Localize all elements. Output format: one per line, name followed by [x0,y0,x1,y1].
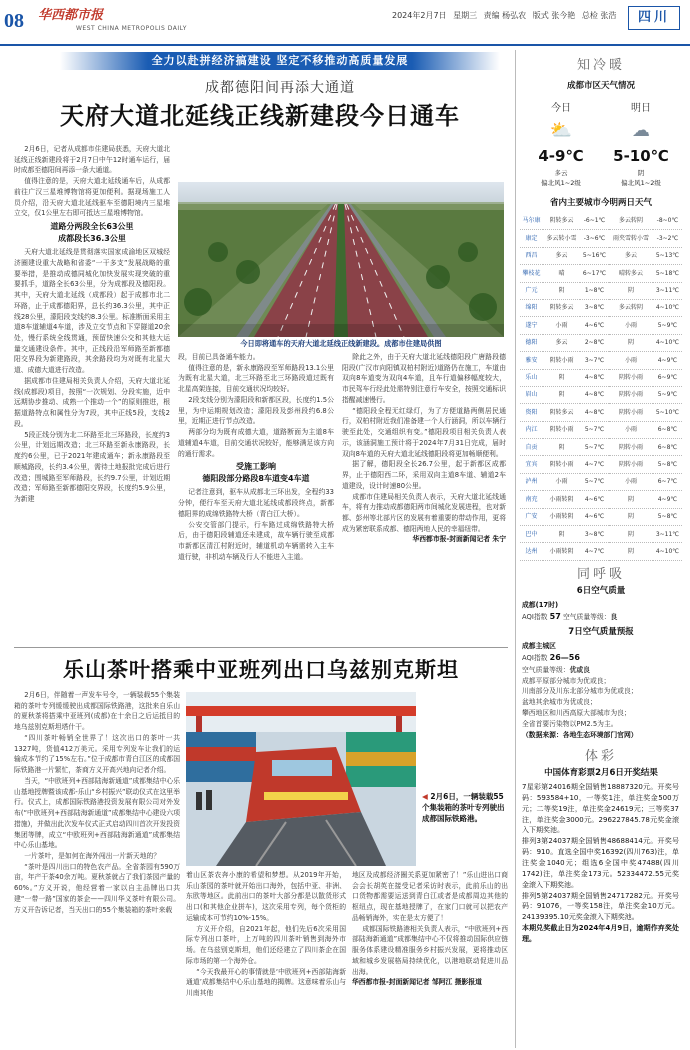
aqi-level-label: 空气质量等级： [522,665,570,674]
today-weather: 阴转小雨 [543,421,580,438]
issue-weekday: 星期三 [453,11,478,20]
city-name: 乐山 [520,369,543,386]
today-weather: 小雨转阴 [543,543,580,560]
article2-column-1 [14,690,180,1048]
tomorrow-weather: 多云转阴 [609,212,653,229]
today-weather: 阴转小雨 [543,456,580,473]
today-weather: 阴 [543,386,580,403]
aqi-range-label: AQI指数 [522,653,548,662]
today-weather: 阴转小雨 [543,352,580,369]
tomorrow-temp: 6~7℃ [653,473,682,490]
city-weather-table [520,212,682,560]
table-row [520,247,682,264]
today-weather: 阴转多云 [543,212,580,229]
city-name: 眉山 [520,386,543,403]
air-area: 成都主城区 [522,641,556,650]
paragraph: 除此之外，由于天府大道北延线德阳段广唐路段德阳段(广汉市向阳镇双柏村附近)道路仍在施工，车道由双向8车道变为双向4车道，且车行道偏移幅度较大，市民驾车行经此处需特别注意行车安全，按照交通标识指醒减速慢行。 [342,353,506,404]
tomorrow-weather: 小雨 [609,421,653,438]
air-note: 攀西地区和川西高原大部城市为良； [522,709,631,718]
city-name: 巴中 [520,526,543,543]
paragraph: 2段支线分别为濛阳段和新都区段，长度约1.5公里，为中运期规划改造；濛阳段及彭州段约6.8公里，近期正进行节点改造。 [178,395,334,426]
train-photo [186,692,416,866]
today-temp: 2~8℃ [580,334,609,351]
city-name: 广安 [520,508,543,525]
cloud-icon: ☁ [632,119,650,141]
subhead: 受施工影响 [236,462,276,472]
today-weather: 阴 [543,369,580,386]
article1-column-2 [178,352,334,644]
today-weather: 小雨 [543,473,580,490]
aqi-grade: 良 [610,612,618,621]
table-row [520,526,682,543]
paragraph: 2月6日，伴随着一声发车号令，一辆装载55个集装箱的茶叶专列缓缓驶出成都国际铁路港，这批来自乐山的夏秋茶将搭乘中亚班列(成都)在十余日之后运抵目的地乌兹别克斯坦塔什干。 [14,691,180,732]
paragraph: 值得注意的是，天府大道北延线通车后，从成都前往广汉三星堆博物馆将更加便利。据现场施工人员介绍，沿天府大道北延线驱车至德阳境内三星堆立交，仅1公里左右即可抵达三星堆博物馆。 [14,177,170,218]
proof-credit: 总检 张浩 [581,11,617,20]
tomorrow-desc: 阴 [637,168,645,177]
slogan-banner: 全力以赴拼经济搞建设 坚定不移推动高质量发展 [60,52,500,70]
tomorrow-temp: 4~10℃ [653,543,682,560]
air-note: 盆地其余城市为优或良； [522,698,597,707]
paragraph: 据了解，德阳段全长26.7公里，起于新都区成都界，止于德阳西二环，采用双向主道8车道、辅道2车道建设，设计时速80公里。 [342,460,506,490]
article1-photo-caption: 今日即将通车的天府大道北延线正线新建段。成都市住建局供图 [240,339,442,348]
today-desc: 多云 [554,168,568,177]
road-photo [178,182,504,337]
today-weather: 阴转多云 [543,404,580,421]
paragraph: 方义开介绍，自2021年起，他们先后6次采用国际专列出口茶叶，上万吨的四川茶叶销售到海外市场。在乌兹别克斯坦，他们还经建立了四川茶企在国际市场的第一个海外仓。 [186,924,346,965]
today-weather: 多云转小雪 [543,230,580,247]
table-row [520,317,682,334]
tomorrow-temp: -3~2℃ [653,230,682,247]
air-section-title: 同呼吸 [576,566,625,582]
today-temp: 6~17℃ [580,265,609,282]
byline: 华西都市报-封面新闻记者 朱宁 [412,535,506,544]
today-weather: 小雨转阴 [543,491,580,508]
article-divider [14,647,508,648]
city-name: 自贡 [520,439,543,456]
tomorrow-temp: 6~9℃ [653,369,682,386]
paragraph: 据成都市住建局相关负责人介绍，天府大道北延线(成都段)项目，按照“一次规划、分段实施，近中远期协步推动、成熟一个推动一个”的原则推进，根据道路特点和属性分为7段，其中正线5段，支线2段。 [14,376,170,428]
editor-credit: 责编 杨弘农 [483,11,527,20]
page-number: 08 [4,10,24,32]
tomorrow-temp: 4~10℃ [653,299,682,316]
air-source: （数据来源：各地生态环境部门官网） [522,730,638,739]
tomorrow-weather: 晴转多云 [609,265,653,282]
issue-date: 2024年2月7日 [392,11,447,20]
today-label: 今日 [551,103,571,115]
tomorrow-temp: 4~9℃ [653,491,682,508]
today-temp: 3~8℃ [580,299,609,316]
article1-headline: 天府大道北延线正线新建段今日通车 [60,102,460,130]
header-info [392,10,616,22]
tomorrow-weather: 多云 [609,247,653,264]
caption-text: 2月6日，一辆装载55个集装箱的茶叶专列驶出成都国际铁路港。 [422,792,505,823]
today-temp: 5~7℃ [580,473,609,490]
lottery-section-title: 体彩 [584,748,617,764]
section-label: 四川 [628,6,680,30]
today-temp: 4~6℃ [580,491,609,508]
aqi-value: 57 [549,611,561,621]
byline: 华西都市报-封面新闻记者 邹阿江 摄影报道 [352,978,482,987]
tomorrow-weather: 小雨 [609,473,653,490]
air-forecast [516,639,685,743]
today-temp: -3~6℃ [580,230,609,247]
lottery-pick5: 排列5第24037期全国销售24717282元。开奖号码：91076，一等奖158注，单注奖金10万元。24139395.10元奖金滚入下期奖池。 [522,891,679,922]
lottery-7star: 7星彩第24016期全国销售18887320元。开奖号码：593584+10，一等奖1注，单注奖金500万元；二等奖19注，单注奖金24619元；三等奖37注，单注奖金3000元。296227845.78元奖金滚入下期奖池。 [522,783,679,835]
article1-column-1 [14,144,170,644]
aqi-level: 优或良 [569,665,590,674]
paragraph: 段，目前已具备通车能力。 [178,353,260,361]
tomorrow-weather: 多云转阴 [609,299,653,316]
article1-kicker: 成都德阳间再添大通道 [205,80,355,96]
tomorrow-weather: 阴转小雨 [609,369,653,386]
paragraph: 天府大道北延线是贯彻落实国家成渝地区双城经济圈建设重大战略和省委“一干多支”发展战略的重要举措，是推动成德同城化加快发展实现突破的重要抓手，道路全长63公里，分为成都段及德阳段。其中，天府大道北延线（成都段）起于成都市北二环路，止于成都德阳界，总长约36.3公里，其中正线28公里，濛阳段支线约8.3公里。标准断面采用主道8车道辅道4车道，涉及立交节点和下穿隧道20余处，慢行系统全线贯通，预留快速公交和其他大运量交通建设条件。其中，正线段沿军师路至新都德阳交界段为新建路段，其余路段均为对既有北星大道、成德大道进行改造。 [14,248,170,375]
tomorrow-temp: 4~9℃ [653,352,682,369]
today-weather: 多云 [543,334,580,351]
city-name: 资阳 [520,404,543,421]
tomorrow-weather: 阴 [609,282,653,299]
city-name: 绵阳 [520,299,543,316]
tomorrow-temp: 3~11℃ [653,526,682,543]
tomorrow-forecast [602,101,680,188]
table-row [520,543,682,560]
paragraph: 成都国际铁路港相关负责人表示，“中欧班列+西部陆海新通道”成都集结中心不仅将推动国际供应链服务体系建设精准服务乡村振兴发展，更将推动区域和城乡发展格局持续优化，以港地联动促进川品出海。 [352,924,508,976]
city-name: 遂宁 [520,317,543,334]
city-table-title: 省内主要城市今明两日天气 [549,198,652,209]
paragraph: 当天，“中欧班列+西部陆海新通道”成都集结中心乐山基地授牌暨该成都-乐山“乡村振兴”联动仪式在这里举行。仪式上，成都国际铁路港投资发展有限公司对外发布(“中欧班列+西部陆海新通道”成都集结中心建设六项措施)，并做出此次发车仪式正式启动四川首次开发投资集团等牌，成立“中欧班列+西部陆海新通道”成都集结中心乐山基地。 [14,776,180,850]
air-today [516,598,685,626]
tomorrow-temp: 5~8℃ [653,456,682,473]
air-subtitle-today: 6日空气质量 [576,585,626,596]
today-temp: 4~7℃ [580,456,609,473]
weather-forecast [516,97,685,195]
table-row [520,334,682,351]
masthead-english: WEST CHINA METROPOLIS DAILY [76,25,187,32]
tomorrow-label: 明日 [631,103,651,115]
today-temp: 3~7℃ [580,352,609,369]
city-name: 宜宾 [520,456,543,473]
air-note: 川南部分及川东北部分城市为优或良； [522,687,638,696]
article2-headline: 乐山茶叶搭乘中亚班列出口乌兹别克斯坦 [63,658,459,682]
today-temp: 5~16℃ [580,247,609,264]
city-name: 马尔康 [520,212,543,229]
table-row [520,265,682,282]
masthead-logo: 华西都市报 [38,8,104,23]
tomorrow-weather: 阴转小雨 [609,439,653,456]
today-weather: 阴转多云 [543,299,580,316]
table-row [520,212,682,229]
tomorrow-weather: 阴 [609,334,653,351]
article1-column-3 [342,352,506,644]
tomorrow-weather: 阴转小雨 [609,386,653,403]
today-temp: 4~7℃ [580,543,609,560]
table-row [520,439,682,456]
tomorrow-temp: 5~9℃ [653,317,682,334]
table-row [520,369,682,386]
right-sidebar [515,50,685,1048]
tomorrow-temp: 4~10℃ [653,334,682,351]
paragraph: 记者注意到，驱车从成都北三环出发，全程约33分钟，便行车至天府大道北延线成都段终点，新都德阳界的成绵铁路特大桥（青白江大桥）。 [178,488,334,518]
today-temp: 4~8℃ [580,369,609,386]
tomorrow-temp: 6~8℃ [653,439,682,456]
today-temp: 4~6℃ [580,317,609,334]
table-row [520,299,682,316]
today-weather: 晴 [543,265,580,282]
paragraph: 两部分均为既有成德大道，道路断面为主道8车道辅道4车道，目前交通状况较好，能够满足该方向的通行需求。 [178,428,334,458]
city-name: 达州 [520,543,543,560]
today-temp: 5~7℃ [580,421,609,438]
tomorrow-temp: 5~8℃ [653,508,682,525]
tomorrow-temp: -8~0℃ [653,212,682,229]
table-row [520,386,682,403]
train-photo-image [186,692,416,866]
today-temp: 3~8℃ [580,526,609,543]
tomorrow-temp: 5~18℃ [653,265,682,282]
today-temp: 1~8℃ [580,282,609,299]
today-temp: 4-9℃ [538,146,584,165]
tomorrow-temp: 5-10℃ [613,146,669,165]
city-name: 西昌 [520,247,543,264]
tomorrow-temp: 6~8℃ [653,421,682,438]
tomorrow-weather: 小雨 [609,352,653,369]
table-row [520,491,682,508]
tomorrow-temp: 5~10℃ [653,404,682,421]
cloud-sun-icon: ⛅ [549,119,573,141]
city-name: 康定 [520,230,543,247]
table-row [520,404,682,421]
lottery-pick3: 排列3第24037期全国销售48688414元。开奖号码：910。直选全国中奖16392(四川763)注，单注奖金1040元；组选6全国中奖47488(四川1742)注，单注奖金173元。52334472.55元奖金滚入下期奖池。 [522,837,679,889]
city-name: 广元 [520,282,543,299]
lottery-subtitle: 中国体育彩票2月6日开奖结果 [544,767,658,778]
today-weather: 小雨转阴 [543,508,580,525]
paragraph: 2月6日，记者从成都市住建局获悉，天府大道北延线正线新建段将于2月7日中午12时通车运行，届时成都至德阳间再添一条大通道。 [14,145,170,175]
tomorrow-weather: 雨夹雪转小雪 [609,230,653,247]
today-temp: 4~8℃ [580,404,609,421]
paragraph: 公安交管部门提示，行车路过成绵铁路特大桥后，由于德阳段辅道还未建成，故车辆行驶至成都市新都区清江村附近时，辅道机动车辆需转入主车道行驶，非机动车辆及行人不能进入主道。 [178,520,334,561]
paragraph: 着山区茶农奔小康的希望和梦想。从2019年开始，乐山茶园的茶叶就开始出口海外，包括中亚、非洲、东欧等地区。此前出口的茶叶大部分都是以散货形式出口(和其他企业拼车)，这次采用专列，每个货柜的运输成本可节约10%-15%。 [186,871,346,922]
paragraph: “德阳段全程无红绿灯，为了方便道路两侧居民通行，双柏村附近我们准备建一个人行涵洞，所以车辆行驶至此处，交通组织有变。”德阳段项目相关负责人表示，该涵洞施工预计将于2024年7月31日完成，届时双向8车道的天府大道北延线德阳段将更加畅顺便利。 [342,406,506,458]
today-temp: 5~7℃ [580,439,609,456]
subhead: 成都段长36.3公里 [58,234,126,244]
paragraph: 成都市住建局相关负责人表示，天府大道北延线通车，将有力推动成都德阳两市间城化发展进程，也对新都、彭州等北部片区的发展有着重要的带动作用，更将成为紧密联系成都、德阳两地人民的幸福纽带。 [342,492,506,533]
city-name: 泸州 [520,473,543,490]
today-weather: 阴 [543,439,580,456]
city-name: 攀枝花 [520,265,543,282]
weather-subtitle: 成都市区天气情况 [566,81,635,92]
aqi-label: AQI指数 [522,612,548,621]
tomorrow-weather: 阴 [609,508,653,525]
aqi-grade-label: 空气质量等级： [562,612,611,621]
layout-credit: 版式 张今艳 [532,11,576,20]
lottery-results [516,780,685,947]
paragraph: “今天我最开心的事情就是‘中欧班列+西部陆海新通道’成都集结中心乐山基地的揭牌。这意味着乐山与川南其他 [186,967,346,998]
caption-marker-icon: ◀ [422,792,431,801]
article2-column-2 [186,870,346,1048]
today-weather: 小雨 [543,317,580,334]
today-forecast [522,101,600,188]
today-temp: -6~1℃ [580,212,609,229]
today-weather: 阴 [543,526,580,543]
page-header [0,0,690,46]
table-row [520,473,682,490]
table-row [520,421,682,438]
paragraph: 值得注意的是，新永康路段至军师路段13.1公里为既有北星大道，北三环路至北三环路段道过既有北星高架连接，目前交通状况均较好。 [178,363,334,394]
weather-section-title: 知冷暖 [576,58,625,73]
table-row [520,230,682,247]
air-note: 成都平原部分城市为优或良； [522,676,611,685]
city-name: 内江 [520,421,543,438]
today-wind: 偏北风1~2级 [541,179,581,188]
tomorrow-weather: 阴 [609,543,653,560]
air-subtitle-forecast: 7日空气质量预报 [568,626,634,637]
paragraph: 一片茶叶，是如何在海外闯出一片新天地的？ [24,852,161,861]
tomorrow-weather: 小雨 [609,317,653,334]
today-temp: 4~8℃ [580,386,609,403]
subhead: 道路分两段全长63公里 [50,222,134,232]
tomorrow-temp: 5~13℃ [653,247,682,264]
today-weather: 多云 [543,247,580,264]
paragraph: “四川茶叶畅销全世界了！这次出口的茶叶一共1327吨，货值412万美元。采用专列发车让我们的运输成本节约了15%左右。”位于成都市青白江区的成都国际铁路港一片繁忙，茶商方义开高兴地向记者介绍。 [14,733,180,775]
tomorrow-weather: 阴 [609,491,653,508]
road-photo-image [178,182,504,337]
table-row [520,352,682,369]
tomorrow-weather: 阴 [609,526,653,543]
city-weather-table-wrap [516,210,685,560]
city-name: 德阳 [520,334,543,351]
lottery-note: 本期兑奖截止日为2024年4月9日，逾期作弃奖处理。 [522,924,679,943]
tomorrow-temp: 3~11℃ [653,282,682,299]
air-note: 全省首要污染物以PM2.5为主。 [522,720,618,728]
paragraph: “茶叶是四川出口的特色农产品。全省茶园有590万亩，年产干茶40余万吨。夏秋茶就占了我们茶园产量的60%。”方义开说，他经营着一家以自主品牌出口共建“一带一路”国家的茶企——四川华义茶叶有限公司。方义开告诉记者，当天出口的55个集装箱的茶叶来载 [14,862,180,914]
tomorrow-weather: 阴转小雨 [609,404,653,421]
table-row [520,508,682,525]
today-temp: 4~6℃ [580,508,609,525]
tomorrow-weather: 阴转小雨 [609,456,653,473]
air-city: 成都(17时) [522,601,559,610]
tomorrow-wind: 偏北风1~2级 [621,179,661,188]
today-weather: 阴 [543,282,580,299]
city-name: 南充 [520,491,543,508]
subhead: 德阳段部分路段8车道变4车道 [202,474,310,484]
article2-photo-caption [422,792,508,825]
table-row [520,456,682,473]
tomorrow-temp: 5~9℃ [653,386,682,403]
article2-column-3 [352,870,508,1048]
paragraph: 5段正线分别为北二环路至北三环路段，长度约3公里，计划远期改造；北三环路至新永康路段，长度约6公里，已于2021年建成通车；新永康路段至顺城路段，长约3.4公里，需待土地报批完成后进行改造；围城路至军师路段，长约9.7公里，计划近期改造；军师路至新都德阳交界段，长度约5.9公里，为新建 [14,430,170,504]
paragraph: 地区及成都经济圈关系更加紧密了！”乐山进出口商会会长胡英在接受记者采访时表示，此前乐山的出口货物都需要运送到青白江或者是成都周边其他的枢纽点，现在基地授牌了，在家门口就可以把农产品畅销海外，实在是太方便了！ [352,871,508,922]
aqi-range: 26—56 [549,652,580,662]
city-name: 雅安 [520,352,543,369]
table-row [520,282,682,299]
